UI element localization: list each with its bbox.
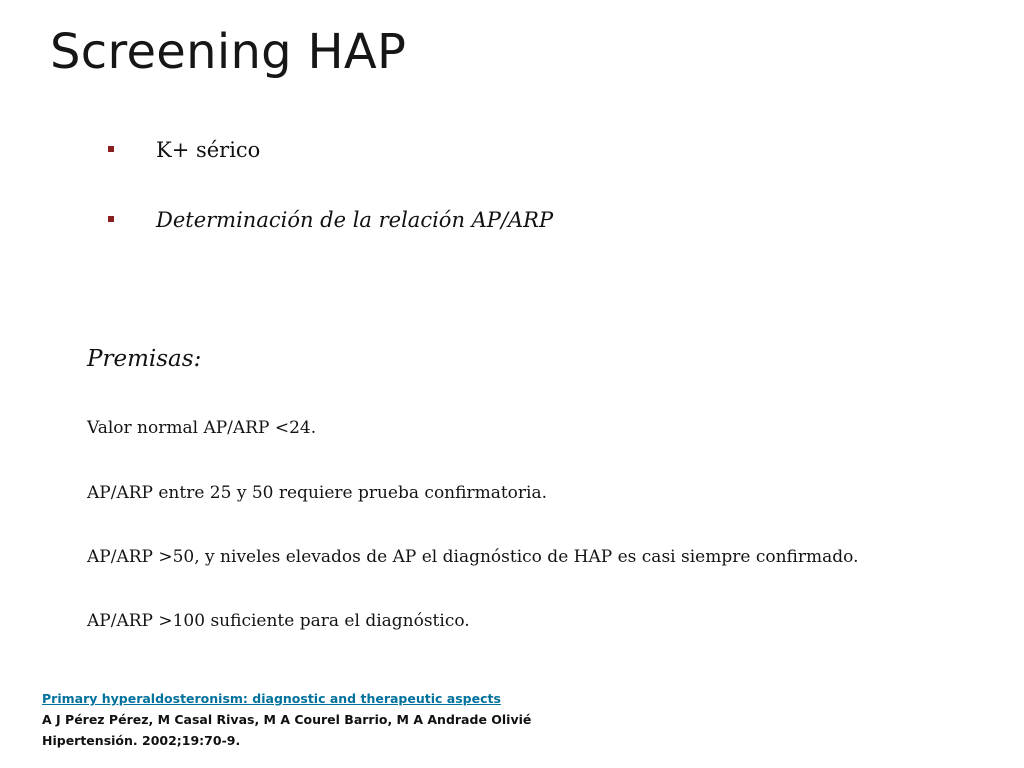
square-bullet-icon [108, 146, 114, 152]
premise-almost-confirmed: AP/ARP >50, y niveles elevados de AP el diagnóstico de HAP es casi siempre confirmado. [87, 547, 859, 567]
bullet-text: Determinación de la relación AP/ARP [156, 208, 554, 232]
slide-title: Screening HAP [50, 24, 407, 80]
reference-journal: Hipertensión. 2002;19:70-9. [42, 733, 241, 748]
premise-normal-value: Valor normal AP/ARP <24. [87, 418, 317, 438]
premise-confirmatory-test: AP/ARP entre 25 y 50 requiere prueba confirmatoria. [87, 483, 548, 503]
reference-authors: A J Pérez Pérez, M Casal Rivas, M A Courel Barrio, M A Andrade Olivié [42, 712, 532, 727]
bullet-text: K+ sérico [156, 138, 261, 162]
reference-block [42, 688, 531, 751]
premise-sufficient: AP/ARP >100 suficiente para el diagnóstico. [87, 611, 470, 631]
premisas-heading: Premisas: [87, 346, 202, 372]
square-bullet-icon [108, 216, 114, 222]
reference-link[interactable]: Primary hyperaldosteronism: diagnostic and therapeutic aspects [42, 691, 501, 706]
